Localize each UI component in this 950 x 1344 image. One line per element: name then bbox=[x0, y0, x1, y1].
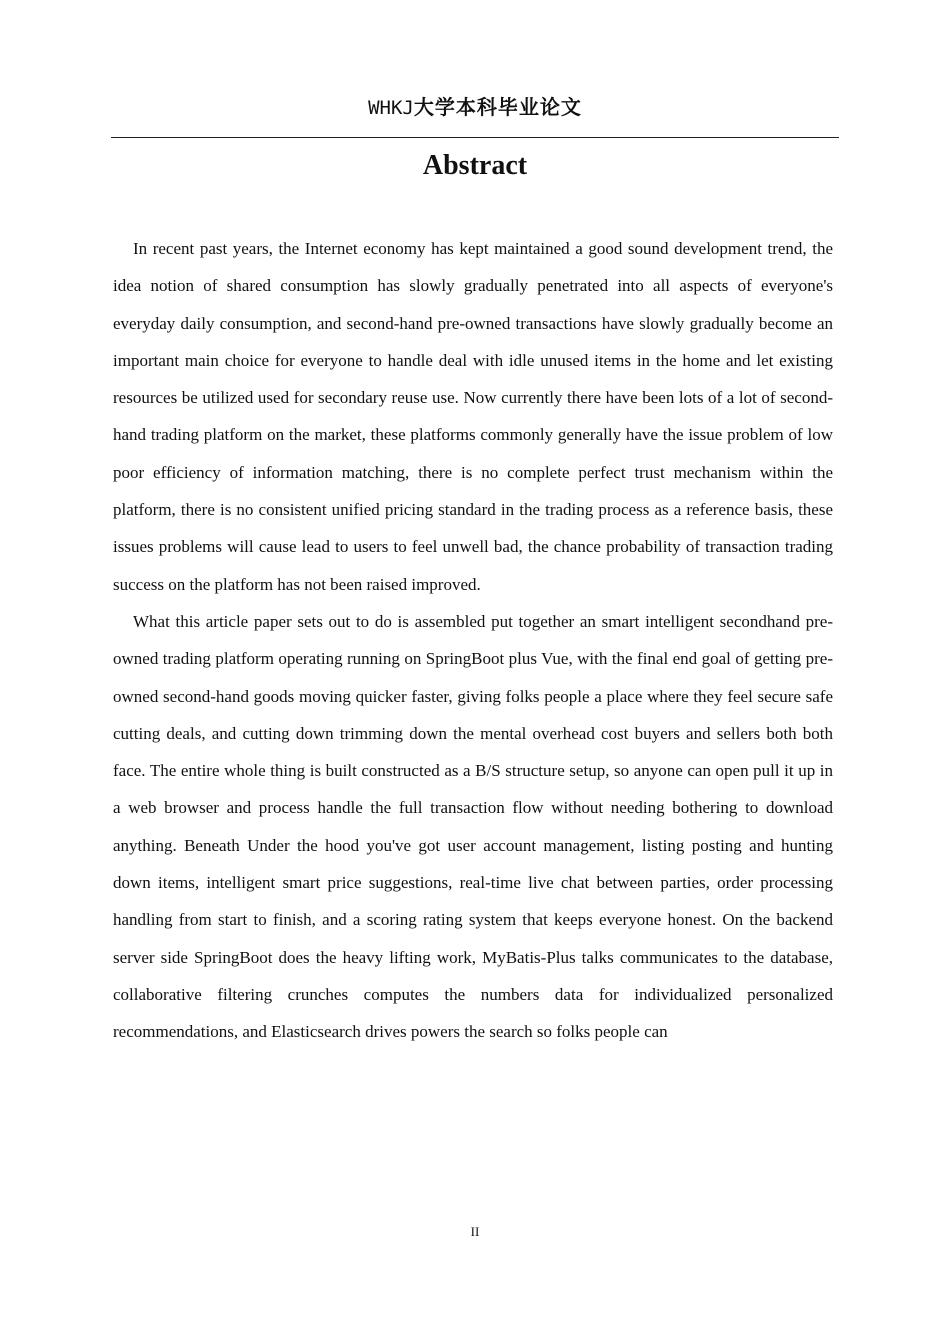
header-rule bbox=[111, 137, 839, 138]
running-header-latin: WHKJ bbox=[368, 97, 414, 119]
running-header-cjk: 大学本科毕业论文 bbox=[413, 95, 582, 119]
abstract-title: Abstract bbox=[422, 150, 528, 181]
abstract-paragraph-2: What this article paper sets out to do is assembled put together an smart intelligent secondhand pre-owned trading platform operating running on SpringBoot plus Vue, with the final end goal of getting pre-owned second-hand goods moving quicker faster, giving folks people a place where they feel secure safe cutting deals, and cutting down trimming down the mental overhead cost buyers and sellers both both face. The entire whole thing is built constructed as a B/S structure setup, so anyone can open pull it up in a web browser and process handle the full transaction flow without needing bothering to download anything. Beneath Under the hood you've got user account management, listing posting and hunting down items, intelligent smart price suggestions, real-time live chat between parties, order processing handling from start to finish, and a scoring rating system that keeps everyone honest. On the backend server side SpringBoot does the heavy lifting work, MyBatis-Plus talks communicates to the database, collaborative filtering crunches computes the numbers data for individualized personalized recommendations, and Elasticsearch drives powers the search so folks people can bbox=[113, 611, 833, 1042]
abstract-body bbox=[113, 230, 833, 1051]
page-number: II bbox=[470, 1224, 480, 1239]
running-header bbox=[0, 93, 950, 122]
abstract-paragraph-1: In recent past years, the Internet economy has kept maintained a good sound development trend, the idea notion of shared consumption has slowly gradually penetrated into all aspects of everyone's everyday daily consumption, and second-hand pre-owned transactions have slowly gradually become an important main choice for everyone to handle deal with idle unused items in the home and let existing resources be utilized used for secondary reuse use. Now currently there have been lots of a lot of second-hand trading platform on the market, these platforms commonly generally have the issue problem of low poor efficiency of information matching, there is no complete perfect trust mechanism within the platform, there is no consistent unified pricing standard in the trading process as a reference basis, these issues problems will cause lead to users to feel unwell bad, the chance probability of transaction trading success on the platform has not been raised improved. bbox=[113, 239, 833, 594]
